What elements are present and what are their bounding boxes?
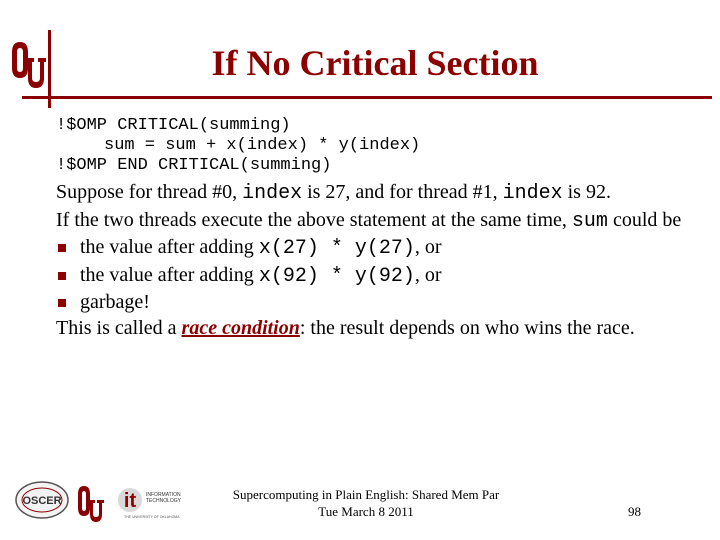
footer-text xyxy=(196,486,536,520)
ou-footer-logo-icon xyxy=(78,486,104,522)
bullet-square-icon xyxy=(58,272,66,280)
it-logo-icon xyxy=(118,488,182,519)
code-line: !$OMP CRITICAL(summing) xyxy=(56,116,291,135)
it-logo-subtext: TECHNOLOGY xyxy=(146,498,182,504)
race-condition-term: race condition xyxy=(181,316,300,339)
oscer-logo-text: OSCER xyxy=(22,495,62,507)
footer-course-title: Supercomputing in Plain English: Shared Mem Par xyxy=(232,487,500,502)
bullet-square-icon xyxy=(58,299,66,307)
paragraph-same-time xyxy=(56,208,696,235)
footer-logos xyxy=(12,478,212,528)
oscer-logo-icon xyxy=(16,482,68,518)
list-item xyxy=(56,263,696,290)
code-line: sum = sum + x(index) * y(index) xyxy=(104,136,421,155)
inline-code: sum xyxy=(571,209,608,233)
text: is 27, and for thread #1, xyxy=(302,181,503,203)
slide-title: If No Critical Section xyxy=(211,43,539,83)
paragraph-threads xyxy=(56,180,696,207)
header-horizontal-rule xyxy=(22,96,712,99)
page-number: 98 xyxy=(628,504,641,519)
text: This is called a xyxy=(56,316,182,339)
text: Suppose for thread #0, xyxy=(56,181,243,203)
text: the value after adding xyxy=(80,263,259,286)
text: , or xyxy=(414,263,442,286)
it-logo-subtext: INFORMATION xyxy=(146,492,181,498)
paragraph-race-condition xyxy=(56,316,696,341)
text: : the result depends on who wins the race. xyxy=(299,316,635,339)
text: If the two threads execute the above statement at the same time, xyxy=(56,208,572,231)
text: , or xyxy=(414,236,442,258)
text: could be xyxy=(607,208,682,231)
inline-code: x(92) * y(92) xyxy=(258,264,415,288)
code-line: !$OMP END CRITICAL(summing) xyxy=(56,156,332,175)
list-item xyxy=(56,235,696,262)
it-logo-text: it xyxy=(123,490,137,512)
it-logo-subtext: THE UNIVERSITY OF OKLAHOMA xyxy=(124,515,180,519)
text: is 92. xyxy=(562,181,611,203)
inline-code: index xyxy=(242,182,303,205)
slide-body xyxy=(56,116,696,341)
footer-date: Tue March 8 2011 xyxy=(318,504,414,519)
bullet-square-icon xyxy=(58,244,66,252)
code-block xyxy=(56,116,696,176)
inline-code: x(27) * y(27) xyxy=(258,237,415,260)
list-item xyxy=(56,290,696,315)
inline-code: index xyxy=(502,182,563,205)
text: garbage! xyxy=(80,291,150,313)
text: the value after adding xyxy=(80,236,259,258)
ou-logo-icon xyxy=(8,38,48,92)
